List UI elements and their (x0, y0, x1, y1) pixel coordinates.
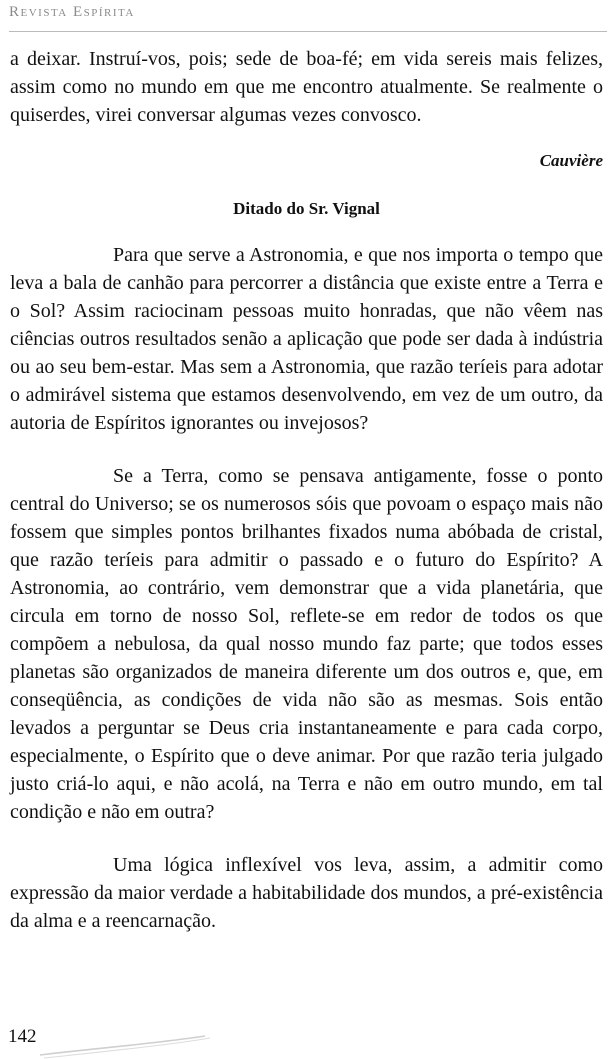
opening-paragraph: a deixar. Instruí-vos, pois; sede de boa-fé; em vida sereis mais felizes, assim como no mundo em que me encontro atualmente. Se realmente o quiserdes, virei conversar algumas vezes convosco. (10, 48, 603, 126)
signature: Cauvière (539, 151, 603, 170)
body-paragraph: Se a Terra, como se pensava antigamente, fosse o ponto central do Universo; se os numerosos sóis que povoam o espaço mais não fossem que simples pontos brilhantes fixados numa abóbada de cristal, que razão teríeis para admitir o passado e o futuro do Espírito? A Astronomia, ao contrário, vem demonstrar que a vida planetária, que circula em torno de nosso Sol, reflete-se em redor de todos os que compõem a nebulosa, da qual nosso mundo faz parte; que todos esses planetas são organizados de maneira diferente um dos outros e, que, em conseqüência, as condições de vida não são as mesmas. Sois então levados a perguntar se Deus cria instantaneamente e para cada corpo, especialmente, o Espírito que o deve animar. Por que razão teria julgado justo criá-lo aqui, e não acolá, na Terra e não em outro mundo, em tal condição e não em outra? (10, 465, 603, 823)
body-paragraph: Uma lógica inflexível vos leva, assim, a admitir como expressão da maior verdade a habitabilidade dos mundos, a pré-existência da alma e a reencarnação. (10, 854, 603, 932)
running-header: Revista Espírita (9, 4, 135, 20)
body-paragraph: Para que serve a Astronomia, e que nos importa o tempo que leva a bala de canhão para percorrer a distância que existe entre a Terra e o Sol? Assim raciocinam pessoas muito honradas, que não vêem nas ciências outros resultados senão a aplicação que pode ser dada à indústria ou ao seu bem-estar. Mas sem a Astronomia, que razão teríeis para adotar o admirável sistema que estamos desenvolvendo, em vez de um outro, da autoria de Espíritos ignorantes ou invejosos? (10, 244, 603, 434)
page-body (10, 45, 603, 935)
page-number: 142 (8, 1026, 37, 1047)
section-title: Ditado do Sr. Vignal (233, 199, 380, 218)
header-rule (9, 31, 607, 32)
